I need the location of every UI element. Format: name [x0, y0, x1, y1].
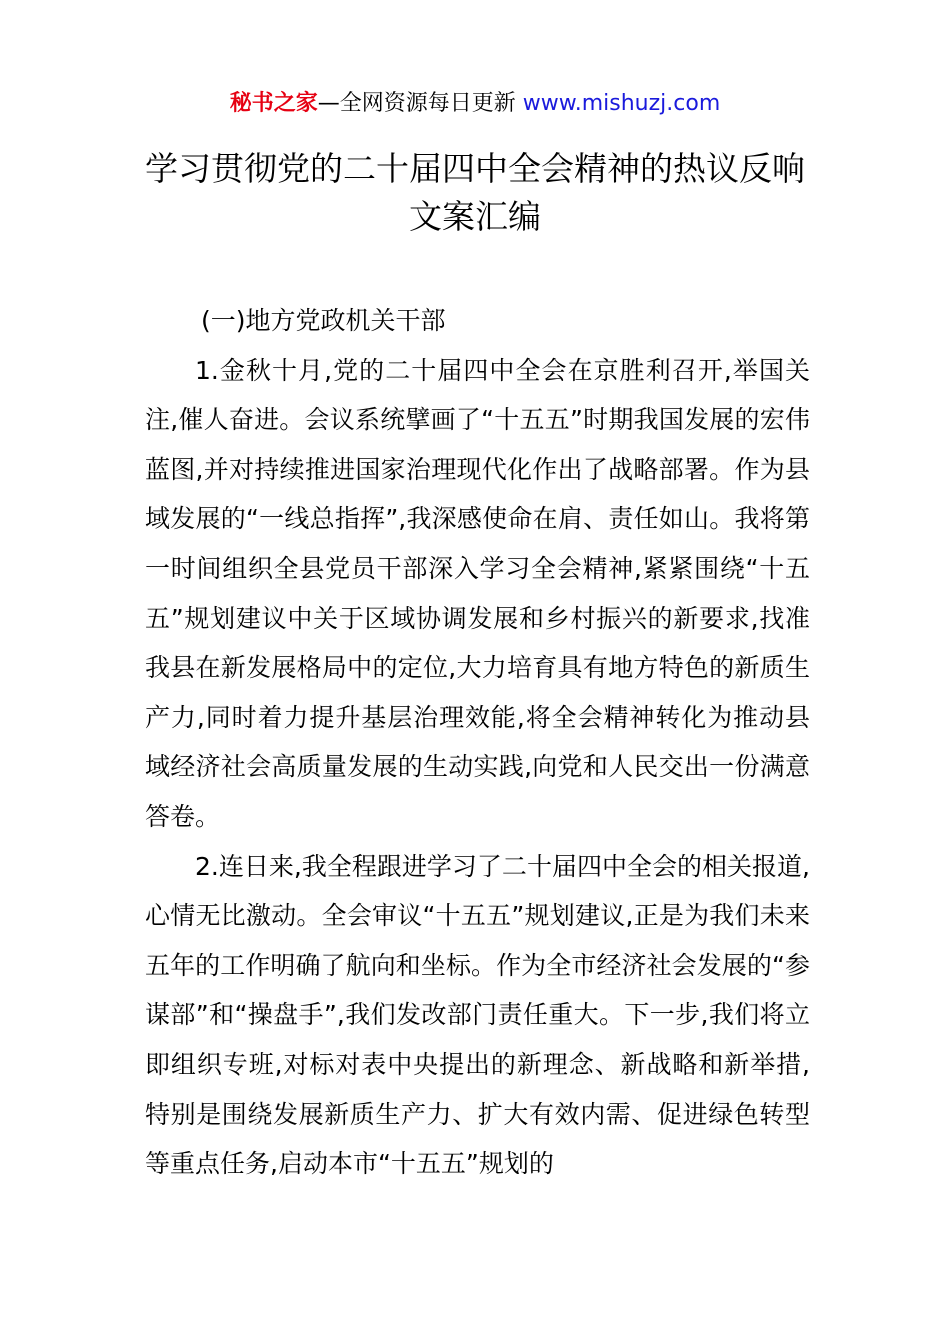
document-body [145, 296, 810, 1189]
site-url-link[interactable]: www.mishuzj.com [522, 91, 721, 116]
section-heading: (一)地方党政机关干部 [201, 306, 446, 335]
paragraph-2: 2.连日来,我全程跟进学习了二十届四中全会的相关报道,心情无比激动。全会审议“十五五”规划建议,正是为我们未来五年的工作明确了航向和坐标。作为全市经济社会发展的“参谋部”和“操盘手”,我们发改部门责任重大。下一步,我们将立即组织专班,对标对表中央提出的新理念、新战略和新举措,特别是围绕发展新质生产力、扩大有效内需、促进绿色转型等重点任务,启动本市“十五五”规划的 [145, 851, 810, 1179]
document-title [0, 145, 950, 241]
paragraph-1: 1.金秋十月,党的二十届四中全会在京胜利召开,举国关注,催人奋进。会议系统擘画了“十五五”时期我国发展的宏伟蓝图,并对持续推进国家治理现代化作出了战略部署。作为县域发展的“一线总指挥”,我深感使命在肩、责任如山。我将第一时间组织全县党员干部深入学习全会精神,紧紧围绕“十五五”规划建议中关于区域协调发展和乡村振兴的新要求,找准我县在新发展格局中的定位,大力培育具有地方特色的新质生产力,同时着力提升基层治理效能,将全会精神转化为推动县域经济社会高质量发展的生动实践,向党和人民交出一份满意答卷。 [145, 355, 810, 831]
header-tagline: —全网资源每日更新 [317, 91, 516, 116]
title-line-1: 学习贯彻党的二十届四中全会精神的热议反响 [145, 149, 805, 188]
site-header [0, 88, 950, 120]
brand-name: 秘书之家 [229, 91, 318, 116]
title-line-2: 文案汇编 [409, 197, 541, 236]
